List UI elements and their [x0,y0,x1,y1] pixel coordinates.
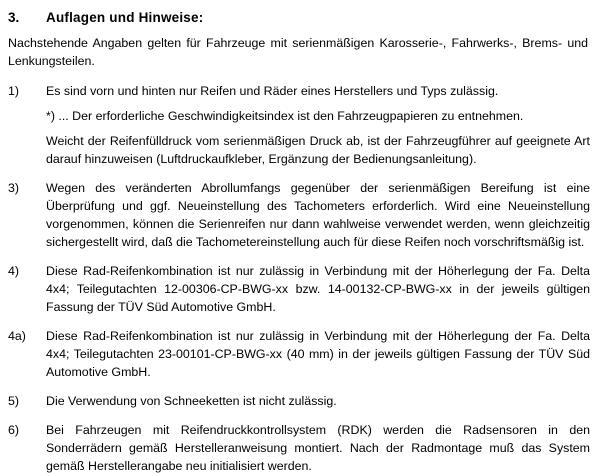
list-item-marker: 4a) [8,328,26,343]
list-item [8,180,590,252]
list-item-marker: 3) [8,180,20,195]
list-item-body [46,180,590,252]
list-item [8,393,590,411]
list-item-body [46,422,590,476]
list-item-marker: 1) [8,83,20,98]
section-number: 3. [8,10,20,25]
section-heading [8,10,590,25]
list-item-marker: 6) [8,422,20,437]
list-item [8,83,590,169]
list-item-paragraph: Bei Fahrzeugen mit Reifendruckkontrollsystem (RDK) werden die Radsensoren in den Sonderrädern gemäß Herstelleranweisung montiert. Nach der Radmontage muß das System gemäß Herstellerangabe neu initialisiert werden. [46,422,590,473]
list-item-paragraph: Diese Rad-Reifenkombination ist nur zulässig in Verbindung mit der Höherlegung der Fa. Delta 4x4; Teilegutachten 23-00101-CP-BWG-xx (40 mm) in der jeweils gültigen Fassung der TÜV Süd Automotive GmbH. [46,328,590,379]
list-item [8,422,590,476]
list-item-paragraph: Weicht der Reifenfülldruck vom serienmäßigen Druck ab, ist der Fahrzeugführer auf geeignete Art darauf hinzuweisen (Luftdruckaufkleber, Ergänzung der Bedienungsanleitung). [46,133,590,166]
intro-paragraph: Nachstehende Angaben gelten für Fahrzeuge mit serienmäßigen Karosserie-, Fahrwerks-, Brems- und Lenkungsteilen. [8,36,588,68]
list-item-paragraph: Diese Rad-Reifenkombination ist nur zulässig in Verbindung mit der Höherlegung der Fa. Delta 4x4; Teilegutachten 12-00306-CP-BWG-xx bzw. 14-00132-CP-BWG-xx in der jeweils gültigen Fassung der TÜV Süd Automotive GmbH. [46,263,590,314]
list-item-body [46,328,590,382]
section-title: Auflagen und Hinweise: [46,10,204,25]
list-item-body [46,393,590,411]
list-item-paragraph: Wegen des veränderten Abrollumfangs gegenüber der serienmäßigen Bereifung ist eine Überprüfung und ggf. Neueinstellung des Tachometers erforderlich. Wird eine Neueinstellung vorgenommen, können die Serienreifen nur dann wahlweise verwendet werden, wenn gleichzeitig sichergestellt wird, daß die Tachometereinstellung auch für diese Reifen noch vorschriftsmäßig ist. [46,180,590,249]
list-item-body [46,83,590,169]
list-item [8,328,590,382]
list-item-marker: 5) [8,393,20,408]
list-item-paragraph: *) ... Der erforderliche Geschwindigkeitsindex ist den Fahrzeugpapieren zu entnehmen. [46,108,524,123]
list-item [8,263,590,317]
list-item-marker: 4) [8,263,20,278]
list-item-body [46,263,590,317]
list-item-paragraph: Es sind vorn und hinten nur Reifen und Räder eines Herstellers und Typs zulässig. [46,83,499,98]
list-item-paragraph: Die Verwendung von Schneeketten ist nicht zulässig. [46,393,337,408]
